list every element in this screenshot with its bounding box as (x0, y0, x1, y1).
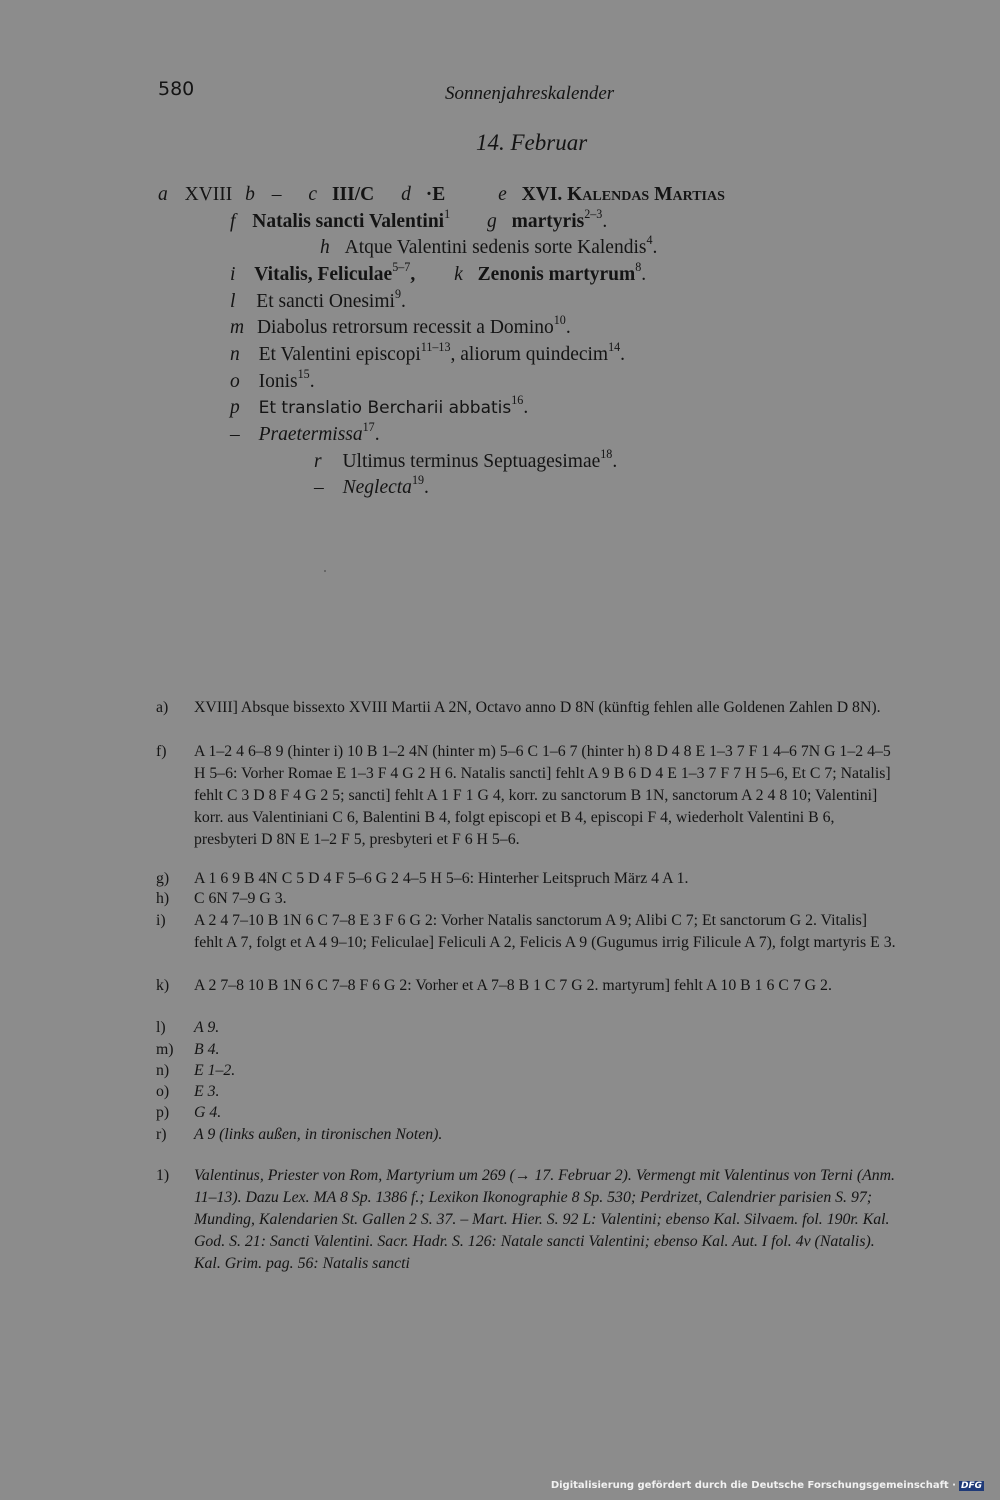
marker-l: l (230, 291, 236, 312)
calendar-row-neglecta (314, 473, 429, 499)
entry-n-cont: , aliorum quindecim (450, 344, 609, 365)
calendar-row-i (230, 260, 647, 286)
note-ref: 2–3 (584, 207, 603, 222)
note-label: k) (156, 977, 170, 994)
punct: . (652, 237, 658, 258)
note-ref: 11–13 (420, 340, 451, 355)
golden-number: XVIII (184, 184, 233, 205)
calendar-row-r (314, 447, 618, 473)
marker-b: b (245, 184, 255, 205)
note-text: A 9 (links außen, in tironischen Noten). (194, 1126, 443, 1143)
entry-i: Vitalis, Feliculae (254, 264, 393, 285)
entry-g: martyris (511, 211, 585, 232)
note-ref: 4 (646, 233, 653, 248)
entry-h: Atque Valentini sedenis sorte Kalendis (344, 237, 647, 258)
note-label: n) (156, 1062, 170, 1079)
note-ref: 16 (511, 393, 524, 408)
note-text: B 4. (194, 1041, 220, 1058)
calendar-row-f (230, 207, 608, 233)
value-c: III/C (331, 184, 375, 205)
note-text: A 1–2 4 6–8 9 (hinter i) 10 B 1–2 4N (hinter m) 5–6 C 1–6 7 (hinter h) 8 D 4 8 E 1–3 7 F 1 4–6 7N G 1–2 4–5 H 5–6: Vorher Romae E 1–3 F 4 G 2 H 6. Natalis sancti] fehlt A 9 B 6 D 4 E 1–3 7 F 7 H 5–6, Et C 7; Natalis] fehlt C 3 D 8 F 4 G 2 5; sancti] fehlt A 1 F 1 G 4, korr. zu sanctorum B 1N, sanctorum A 2 4 8 10; Valentini] korr. aus Valentiniani C 6, Balentini B 4, folgt episcopi et B 4, episcopi F 4, wiederholt Valentini B 6, presbyteri D 8N E 1–2 F 5, presbyteri et F 6 H 5–6. (194, 743, 891, 848)
entry-p: Et translatio Bercharii abbatis (258, 398, 512, 418)
note-ref: 17 (362, 420, 375, 435)
note-label: a) (156, 699, 169, 716)
entry-o: Ionis (258, 371, 298, 392)
entry-neglecta: Neglecta (342, 477, 412, 498)
note-label: r) (156, 1126, 167, 1143)
marker-d: d (401, 184, 411, 205)
marker-i: i (230, 264, 236, 285)
punct: . (374, 424, 380, 445)
note-ref: 14 (608, 340, 621, 355)
calendar-row-n (230, 340, 626, 366)
running-head: Sonnenjahreskalender (445, 83, 615, 104)
entry-r: Ultimus terminus Septuagesimae (342, 451, 601, 472)
note-label: g) (156, 870, 170, 887)
marker-a: a (158, 184, 168, 205)
marker-c: c (308, 184, 318, 205)
calendar-row-h (320, 233, 658, 259)
value-d: ·E (425, 184, 446, 205)
marker-g: g (487, 211, 497, 232)
punct: . (602, 211, 608, 232)
calendar-row-a (158, 184, 725, 206)
note-ref: 18 (600, 447, 613, 462)
entry-m: Diabolus retrorsum recessit a Domino (256, 317, 554, 338)
note-text: E 3. (194, 1083, 220, 1100)
note-label: 1) (156, 1167, 170, 1184)
note-ref: 15 (297, 367, 310, 382)
punct: . (612, 451, 618, 472)
note-text: C 6N 7–9 G 3. (194, 890, 287, 907)
note-ref: 19 (411, 473, 425, 488)
note-ref: 1 (444, 207, 451, 222)
marker-m: m (230, 317, 245, 338)
punct: . (401, 291, 406, 312)
note-label: f) (156, 743, 167, 760)
note-text: E 1–2. (194, 1062, 236, 1079)
punct: . (641, 264, 647, 285)
entry-k: Zenonis martyrum (477, 264, 636, 285)
note-text: Valentinus, Priester von Rom, Martyrium um 269 (→ 17. Februar 2). Vermengt mit Valentinus von Terni (Anm. 11–13). Dazu Lex. MA 8 Sp. 1386 f.; Lexikon Ikonographie 8 Sp. 530; Perdrizet, Calendrier parisien S. 97; Munding, Kalendarien St. Gallen 2 S. 37. – Mart. Hier. S. 92 L: Valentini; ebenso Kal. Silvaem. fol. 190r. Kal. God. S. 21: Sancti Valentini. Sacr. Hadr. S. 126: Natale sancti Valentini; ebenso Kal. Aut. I fol. 4v (Natalis). Kal. Grim. pag. 56: Natalis sancti (194, 1167, 895, 1272)
punct: . (620, 344, 626, 365)
punct: . (565, 317, 571, 338)
marker-e: e (498, 184, 507, 205)
marker-h: h (320, 237, 330, 258)
calendar-row-p (230, 393, 529, 419)
note-text: A 2 4 7–10 B 1N 6 C 7–8 E 3 F 6 G 2: Vorher Natalis sanctorum A 9; Alibi C 7; Et sanctorum G 2. Vitalis] fehlt A 7, folgt et A 4 9–10; Feliculae] Feliculi A 2, Felicis A 9 (Gugumus irrig Filicule A 7), folgt martyris E 3. (194, 912, 896, 951)
note-text: A 9. (194, 1019, 220, 1036)
page-number: 580 (158, 78, 195, 100)
dash: – (230, 424, 240, 445)
note-label: l) (156, 1019, 166, 1036)
note-label: i) (156, 912, 166, 929)
marker-p: p (230, 397, 240, 418)
note-text: A 1 6 9 B 4N C 5 D 4 F 5–6 G 2 4–5 H 5–6: Hinterher Leitspruch März 4 A 1. (194, 870, 689, 887)
marker-r: r (314, 451, 322, 472)
entry-f: Natalis sancti Valentini (252, 211, 445, 232)
footer-credit (551, 1480, 984, 1491)
punct: . (523, 397, 529, 418)
punct: . (309, 371, 315, 392)
note-ref: 5–7 (392, 260, 411, 275)
calendar-row-m (230, 313, 571, 339)
calendar-row-praetermissa (230, 420, 380, 446)
marker-o: o (230, 371, 240, 392)
note-ref: 10 (553, 313, 566, 328)
speck (324, 570, 326, 572)
punct: , (410, 264, 416, 285)
marker-n: n (230, 344, 240, 365)
note-label: h) (156, 890, 170, 907)
note-text: A 2 7–8 10 B 1N 6 C 7–8 F 6 G 2: Vorher et A 7–8 B 1 C 7 G 2. martyrum] fehlt A 10 B 1 6 C 7 G 2. (194, 977, 832, 994)
date-heading: 14. Februar (476, 130, 588, 155)
note-text: G 4. (194, 1104, 222, 1121)
note-ref: 8 (635, 260, 642, 275)
marker-k: k (454, 264, 463, 285)
entry-n: Et Valentini episcopi (258, 344, 421, 365)
value-b: – (271, 184, 282, 205)
note-label: o) (156, 1083, 170, 1100)
entry-praetermissa: Praetermissa (258, 424, 363, 445)
calendar-row-o (230, 367, 315, 393)
note-label: p) (156, 1104, 170, 1121)
entry-l: Et sancti Onesimi (256, 291, 395, 312)
punct: . (424, 477, 429, 498)
note-text: XVIII] Absque bissexto XVIII Martii A 2N, Octavo anno D 8N (künftig fehlen alle Goldenen Zahlen D 8N). (194, 699, 881, 716)
calendar-row-l (230, 287, 406, 313)
note-ref: 9 (394, 287, 401, 302)
kalendar-date: XVI. Kalendas Martias (521, 184, 725, 205)
dash: – (314, 477, 324, 498)
marker-f: f (230, 211, 236, 232)
footer-text: Digitalisierung gefördert durch die Deutsche Forschungsgemeinschaft · (550, 1480, 956, 1491)
note-label: m) (156, 1041, 174, 1058)
dfg-logo: DFG (960, 1481, 982, 1491)
